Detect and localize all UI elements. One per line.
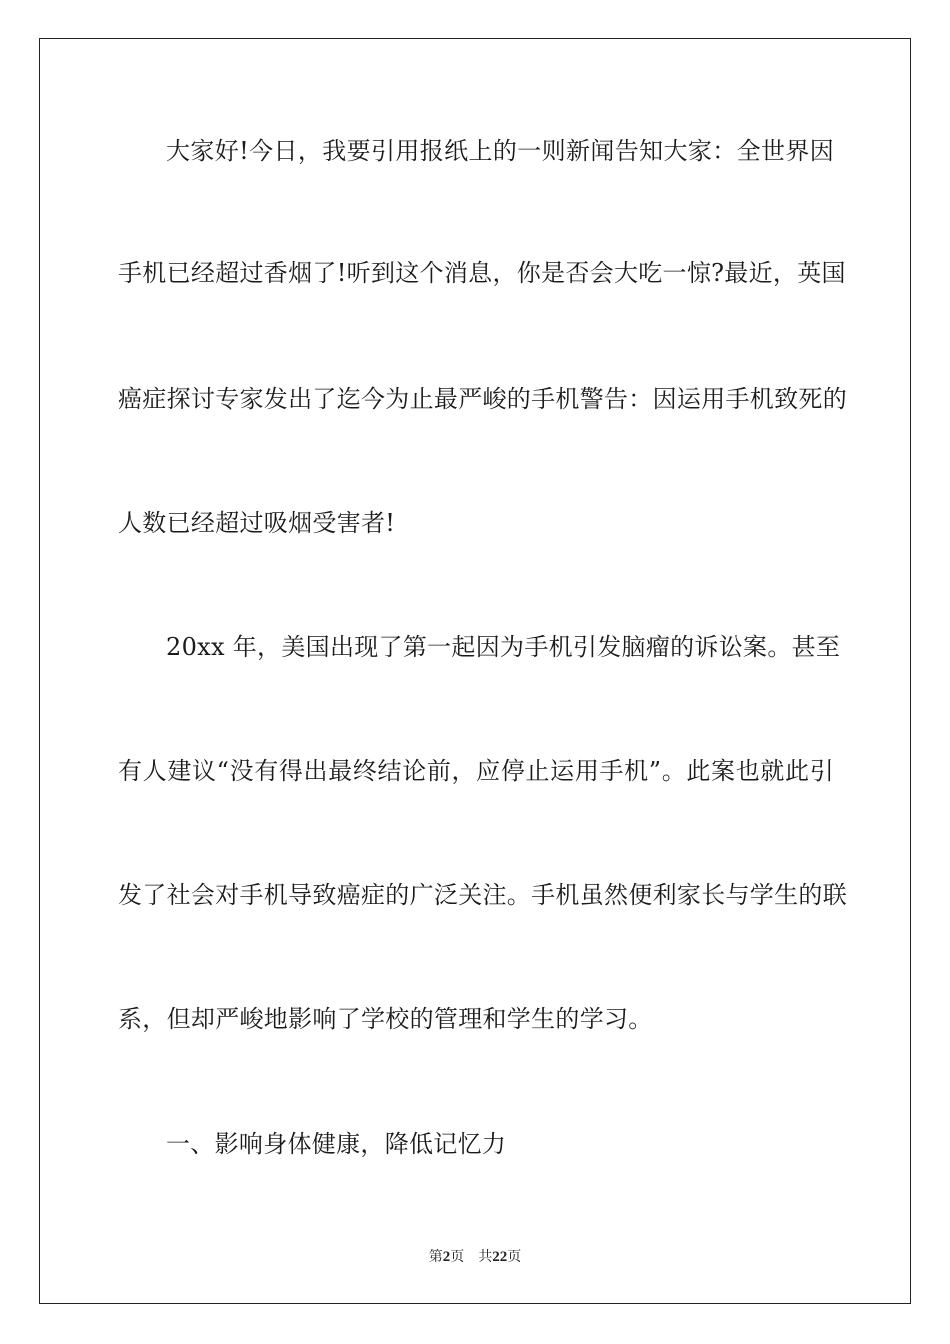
paragraph-1-line-3: 癌症探讨专家发出了迄今为止最严峻的手机警告：因运用手机致死的 <box>118 385 847 413</box>
footer-total-pages: 22 <box>492 1249 508 1265</box>
paragraph-2-line-1: 20xx 年，美国出现了第一起因为手机引发脑瘤的诉讼案。甚至 <box>166 633 841 661</box>
page-border <box>39 38 911 1304</box>
paragraph-2-line-4: 系，但却严峻地影响了学校的管理和学生的学习。 <box>118 1005 653 1033</box>
paragraph-2-line-3: 发了社会对手机导致癌症的广泛关注。手机虽然便利家长与学生的联 <box>118 881 847 909</box>
paragraph-1-line-4: 人数已经超过吸烟受害者! <box>118 509 396 537</box>
footer-total-prefix: 共 <box>478 1249 493 1265</box>
footer-page-current: 2 <box>442 1249 451 1265</box>
section-heading: 一、影响身体健康，降低记忆力 <box>166 1130 507 1158</box>
paragraph-2-line-2: 有人建议“没有得出最终结论前，应停止运用手机”。此案也就此引 <box>118 757 834 785</box>
footer-page-prefix: 第 <box>428 1249 443 1265</box>
footer-total-suffix: 页 <box>507 1249 522 1265</box>
page-footer <box>0 1247 950 1267</box>
paragraph-1-line-1: 大家好!今日，我要引用报纸上的一则新闻告知大家：全世界因 <box>166 137 834 165</box>
footer-page-suffix: 页 <box>450 1249 465 1265</box>
paragraph-1-line-2: 手机已经超过香烟了!听到这个消息，你是否会大吃一惊?最近，英国 <box>118 259 846 287</box>
